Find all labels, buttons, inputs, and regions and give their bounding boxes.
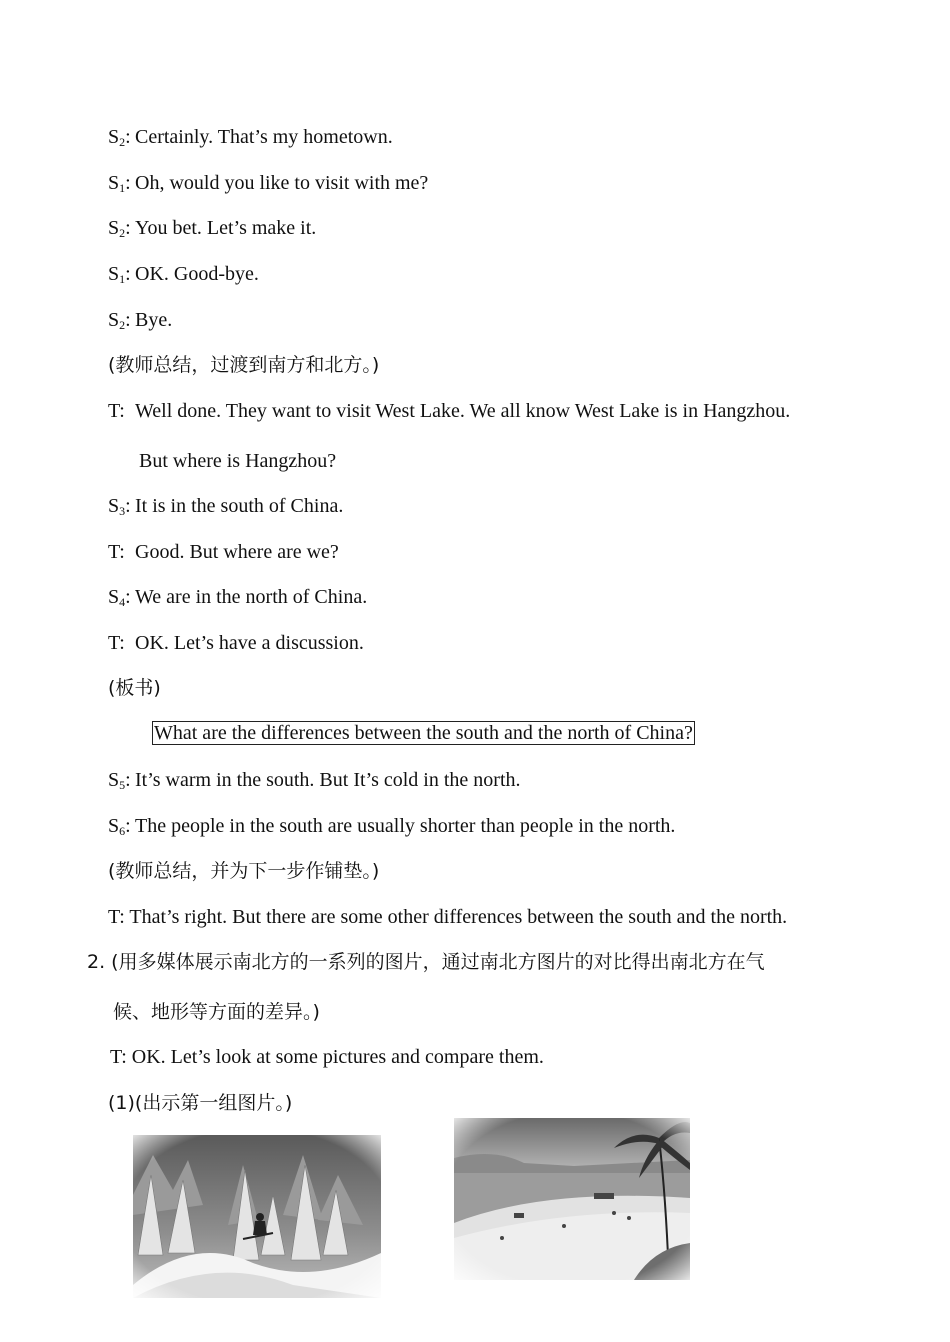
speaker-label: T: — [108, 400, 125, 422]
dialogue-line: T: Good. But where are we? — [108, 541, 339, 563]
dialogue-line: $S_5$: It’s warm in the south. But It’s cold in the north. — [108, 768, 521, 797]
item-2-text: 2. (用多媒体展示南北方的一系列的图片，通过南北方图片的对比得出南北方在气 — [87, 951, 765, 973]
speaker-label: $S_4$: — [108, 586, 131, 609]
picture-note: (1)(出示第一组图片。) — [108, 1092, 293, 1114]
dialogue-line: $S_4$: We are in the north of China. — [108, 585, 367, 614]
speaker-label: $S_2$: — [108, 217, 131, 240]
board-note: (板书) — [108, 677, 161, 699]
dialogue-line: T: OK. Let’s have a discussion. — [108, 632, 364, 654]
dialogue-line: $S_1$: OK. Good-bye. — [108, 262, 259, 291]
speaker-label: T: — [108, 632, 125, 654]
speaker-label: $S_5$: — [108, 769, 131, 792]
item-2-text-continued: 候、地形等方面的差异。) — [113, 1001, 320, 1023]
dialogue-line: $S_2$: You bet. Let’s make it. — [108, 216, 316, 245]
speaker-label: $S_6$: — [108, 815, 131, 838]
teacher-line: T: Well done. They want to visit West Lake. We all know West Lake is in Hangzhou. — [108, 400, 791, 422]
dialogue-line: $S_1$: Oh, would you like to visit with me? — [108, 171, 428, 200]
teacher-note: (教师总结，并为下一步作铺垫。) — [108, 860, 380, 882]
dialogue-line: $S_2$: Certainly. That’s my hometown. — [108, 125, 393, 154]
snow-forest-photo — [133, 1135, 381, 1298]
speaker-label: $S_2$: — [108, 309, 131, 332]
speaker-label: $S_1$: — [108, 263, 131, 286]
dialogue-line: $S_2$: Bye. — [108, 308, 172, 337]
dialogue-line: $S_3$: It is in the south of China. — [108, 494, 343, 523]
teacher-line: T: OK. Let’s look at some pictures and compare them. — [110, 1046, 544, 1068]
teacher-line-continued: But where is Hangzhou? — [139, 450, 337, 472]
speaker-label: T: — [108, 541, 125, 563]
speaker-label: $S_1$: — [108, 172, 131, 195]
speaker-label: $S_3$: — [108, 495, 131, 518]
board-question — [152, 721, 695, 745]
teacher-line: T: That’s right. But there are some other differences between the south and the north. — [108, 906, 788, 928]
speaker-label: $S_2$: — [108, 126, 131, 149]
dialogue-line: $S_6$: The people in the south are usually shorter than people in the north. — [108, 814, 675, 843]
teacher-note: (教师总结，过渡到南方和北方。) — [108, 354, 380, 376]
tropical-beach-photo — [454, 1118, 690, 1280]
boxed-text: What are the differences between the south and the north of China? — [154, 722, 693, 744]
